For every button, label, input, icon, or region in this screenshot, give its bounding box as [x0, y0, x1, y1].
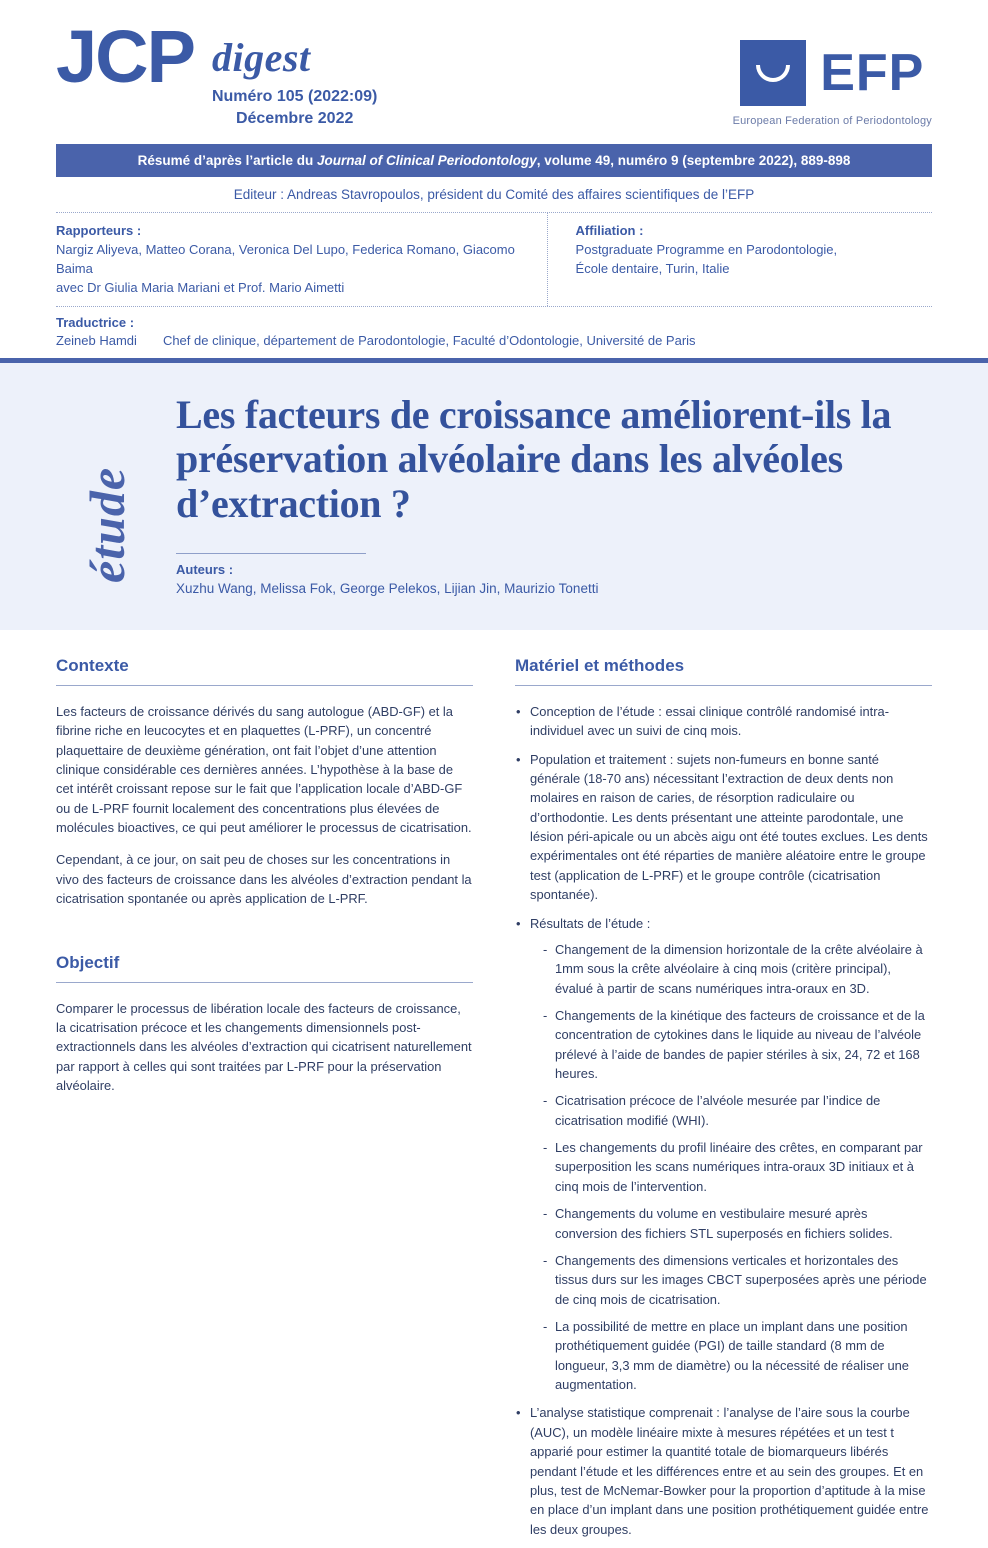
- credits-section: [56, 213, 932, 306]
- affiliation-label: Affiliation :: [575, 223, 644, 238]
- section-heading-materiel: Matériel et méthodes: [515, 656, 932, 686]
- methods-bullet-text: L’analyse statistique comprenait : l’analyse de l’aire sous la courbe (AUC), un modèle linéaire mixte à mesures répétées et un test t apparié pour estimer la quantité totale de biomarqueurs libérés pendant l’étude et les différences entre et au sein des groupes. Et en plus, test de McNemar-Bowker pour la proportion d’aptitude à la mise en place d’un implant dans une position prothétiquement guidée entre les deux groupes.: [530, 1405, 929, 1537]
- affiliation-line-1: Postgraduate Programme en Parodontologie,: [575, 242, 838, 257]
- digest-wordmark: digest: [211, 35, 311, 80]
- title-column: [154, 393, 932, 596]
- methods-subitem: - La possibilité de mettre en place un implant dans une position prothétiquement guidée (PGI) de taille standard (8 mm de longueur, 3,3 mm de diamètre) ou la nécessité de réaliser une augmentation.: [543, 1317, 932, 1394]
- authors-label: Auteurs :: [176, 553, 366, 577]
- translator-role: Chef de clinique, département de Parodontologie, Faculté d’Odontologie, Université de Paris: [162, 332, 696, 348]
- body-columns: [0, 630, 988, 1548]
- contexte-paragraph-1: Les facteurs de croissance dérivés du sang autologue (ABD-GF) et la fibrine riche en leucocytes et en plaquettes (L-PRF), un concentré plaquettaire de deuxième génération, ont fait l’objet d’une attention clinique considérable ces dernières années. L’hypothèse à la base de cet intérêt croissant repose sur le fait que l’application locale d’ABD-GF ou de L-PRF fournit localement des concentrations plus élevées de molécules bioactives, ce qui peut améliorer le processus de cicatrisation.: [56, 703, 472, 836]
- rapporteurs-names: Nargiz Aliyeva, Matteo Corana, Veronica Del Lupo, Federica Romano, Giacomo Baima: [56, 242, 515, 276]
- rapporteurs-block: [56, 213, 547, 306]
- digest-block: [212, 22, 377, 129]
- page-title: Les facteurs de croissance améliorent-ils la préservation alvéolaire dans les alvéoles d’extraction ?: [176, 391, 892, 527]
- methods-subitem: - Cicatrisation précoce de l’alvéole mesurée par l’indice de cicatrisation modifié (WHI).: [543, 1091, 932, 1130]
- editor-line: Editeur : Andreas Stavropoulos, président du Comité des affaires scientifiques de l’EFP: [56, 187, 932, 213]
- methods-sublist: [530, 940, 932, 1395]
- methods-bullet: [515, 750, 932, 905]
- methods-subitem: - Changements des dimensions verticales et horizontales des tissus durs sur les images CBCT superposées après une période de cinq mois de cicatrisation.: [543, 1251, 932, 1309]
- title-band: [0, 358, 988, 630]
- translator-row: [56, 333, 932, 348]
- right-column: [515, 656, 932, 1548]
- left-column: [56, 656, 473, 1548]
- issue-number: Numéro 105 (2022:09): [211, 88, 378, 105]
- methods-bullet-text: Résultats de l’étude :: [530, 915, 651, 931]
- affiliation-block: [547, 213, 932, 306]
- section-heading-objectif: Objectif: [56, 953, 473, 983]
- authors-list: Xuzhu Wang, Melissa Fok, George Pelekos, Lijian Jin, Maurizio Tonetti: [176, 580, 599, 596]
- methods-bullet-text: Population et traitement : sujets non-fumeurs en bonne santé générale (18-70 ans) nécessitant l’extraction de deux dents non molaires en raison de caries, de résorption radiculaire ou d’orthodontie. Les dents présentant une atteinte parodontale, une lésion péri-apicale ou un abcès aigu ont été toutes exclues. Les dents expérimentales ont été réparties de manière aléatoire entre le groupe test (application de L-PRF) et le groupe contrôle (cicatrisation spontanée).: [530, 751, 928, 903]
- issue-info: [212, 86, 377, 129]
- source-prefix: Résumé d’après l’article du: [137, 153, 317, 168]
- study-kicker: étude: [79, 466, 135, 583]
- issue-date: Décembre 2022: [235, 109, 354, 127]
- contexte-paragraph-2: Cependant, à ce jour, on sait peu de choses sur les concentrations in vivo des facteurs de croissance dans les alvéoles d’extraction pendant la cicatrisation spontanée ou après application de L-PRF.: [56, 852, 472, 907]
- methods-bullet-text: Conception de l’étude : essai clinique contrôlé randomisé intra-individuel avec un suivi de cinq mois.: [530, 703, 889, 739]
- efp-logo: [733, 22, 932, 127]
- methods-bullet: [515, 914, 932, 1395]
- methods-bullet: [515, 1403, 932, 1539]
- methods-subitem: - Changement de la dimension horizontale de la crête alvéolaire à 1mm sous la crête alvéolaire à cinq mois (critère principal), évalué à partir de scans numériques intra-oraux en 3D.: [543, 940, 932, 998]
- rapporteurs-names-2: avec Dr Giulia Maria Mariani et Prof. Mario Aimetti: [56, 279, 345, 295]
- jcp-wordmark: JCP: [56, 15, 194, 98]
- translator-block: [56, 307, 932, 358]
- efp-wordmark: EFP: [820, 44, 925, 102]
- jcp-digest-logo: [56, 15, 378, 129]
- document-header: [0, 0, 988, 140]
- methods-subitem: - Changements du volume en vestibulaire mesuré après conversion des fichiers STL superposés en fichiers solides.: [543, 1204, 932, 1243]
- efp-subtitle: European Federation of Periodontology: [732, 115, 932, 127]
- methods-bullet: [515, 702, 932, 741]
- journal-name: Journal of Clinical Periodontology: [316, 153, 537, 168]
- rapporteurs-label: Rapporteurs :: [56, 223, 142, 238]
- methods-subitem: - Changements de la kinétique des facteurs de croissance et de la concentration de cytokines dans le liquide au niveau de l’alvéole prélevé à l’aide de bandes de papier stériles à six, 24, 72 et 168 heures.: [543, 1006, 932, 1083]
- section-heading-contexte: Contexte: [56, 656, 473, 686]
- efp-logo-row: [740, 40, 924, 106]
- source-reference-bar: [56, 144, 932, 177]
- methods-subitem: - Les changements du profil linéaire des crêtes, en comparant par superposition les scans numériques intra-oraux 3D initiaux et à cinq mois de l’intervention.: [543, 1138, 932, 1196]
- efp-smile-icon: [740, 40, 806, 106]
- source-suffix: , volume 49, numéro 9 (septembre 2022), 889-898: [536, 153, 851, 168]
- objectif-paragraph-1: Comparer le processus de libération locale des facteurs de croissance, la cicatrisation précoce et les changements dimensionnels post-extractionnels dans les alvéoles d’extraction qui cicatrisent naturellement par rapport à celles qui sont traitées par L-PRF pour la préservation alvéolaire.: [56, 1000, 472, 1093]
- translator-name: Zeineb Hamdi: [56, 332, 137, 348]
- affiliation-line-2: École dentaire, Turin, Italie: [575, 260, 730, 276]
- methods-list: [515, 702, 932, 1539]
- translator-label: Traductrice :: [56, 314, 135, 330]
